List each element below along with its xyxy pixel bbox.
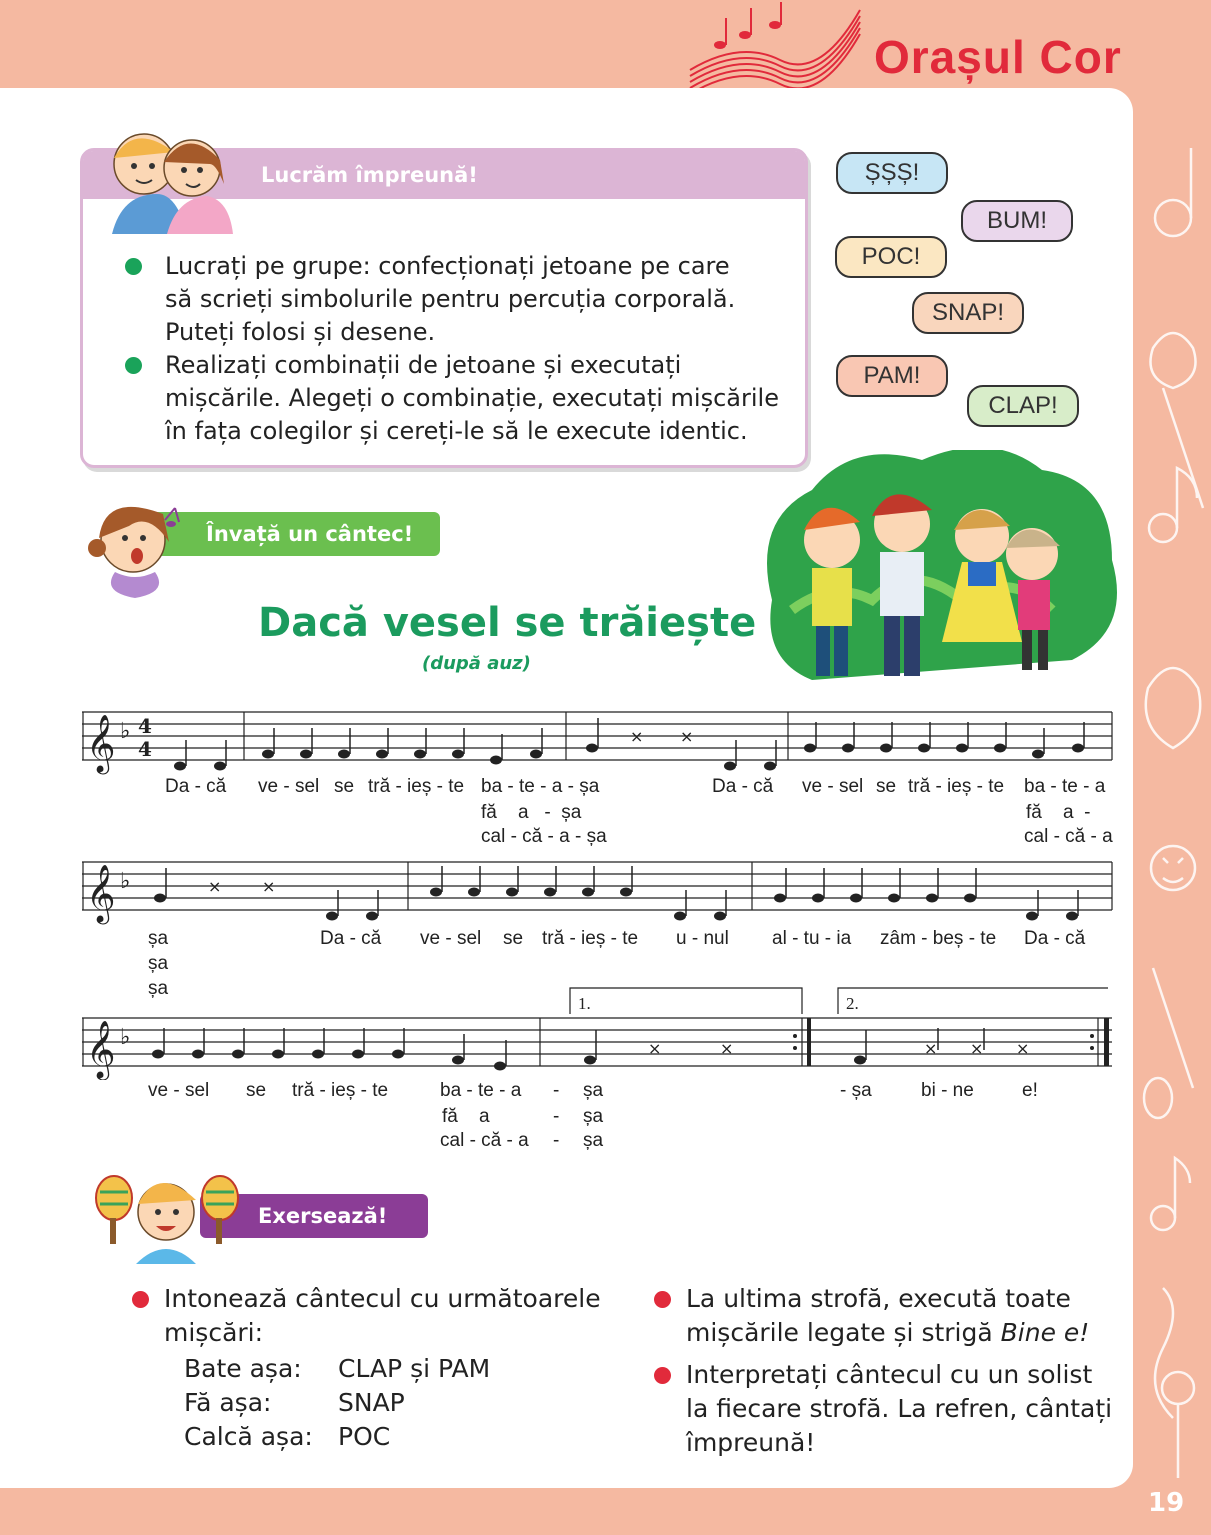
- lyric-s3-line1-h: bi - ne: [921, 1080, 974, 1101]
- singing-girl-icon: [85, 490, 195, 600]
- lyric-s1-line1-b: ve - sel: [258, 776, 320, 797]
- lyric-s3-line1-a: ve - sel: [148, 1080, 210, 1101]
- lyric-s1-line2-a: fă a - șa: [481, 802, 582, 823]
- notes: [174, 718, 1084, 771]
- song-title: Dacă vesel se trăiește: [258, 600, 757, 646]
- lyric-s1-line1-e: ba - te - a - șa: [481, 776, 600, 797]
- lyric-s1-line1-a: Da - că: [165, 776, 227, 797]
- practice-line: Interpretați cântecul cu un solist: [686, 1360, 1093, 1389]
- lyric-s3-line2-c: șa: [583, 1106, 604, 1127]
- song-subtitle: (după auz): [422, 653, 531, 674]
- practice-label: Exersează!: [258, 1204, 388, 1228]
- move-row: [184, 1420, 612, 1454]
- svg-text:×: ×: [262, 877, 276, 896]
- lyric-s3-line1-c: tră - ieș - te: [292, 1080, 389, 1101]
- svg-text:×: ×: [208, 877, 222, 896]
- bubble-sss: ȘȘȘ!: [836, 152, 948, 194]
- chapter-title: Orașul Cor: [874, 31, 1122, 83]
- practice-line: împreună!: [686, 1428, 816, 1457]
- music-doodles-icon: [1133, 88, 1211, 1488]
- bubble-poc: POC!: [835, 236, 947, 278]
- lyric-s3-line3-a: cal - că - a: [440, 1130, 529, 1151]
- svg-text:×: ×: [648, 1039, 662, 1058]
- practice-line: Intonează cântecul cu următoarele: [164, 1284, 601, 1313]
- work-together-title: Lucrăm împreună!: [261, 163, 478, 187]
- practice-line-text: mișcările legate și strigă: [686, 1318, 1001, 1347]
- bullet-dot: [132, 1291, 149, 1308]
- moves-table: [184, 1352, 612, 1454]
- learn-song-label: Învață un cântec!: [206, 522, 414, 546]
- lyric-s2-line1-f: u - nul: [676, 928, 729, 949]
- practice-line: [686, 1316, 1114, 1350]
- flat-icon: ♭: [120, 1025, 131, 1050]
- bullet-line: Realizați combinații de jetoane și executați: [165, 351, 682, 379]
- lyric-s1-line3-b: cal - că - a: [1024, 826, 1113, 847]
- move-label: Fă așa:: [184, 1388, 272, 1417]
- bullet-line: să scrieți simbolurile pentru percuția corporală.: [165, 285, 736, 313]
- svg-text:×: ×: [1016, 1039, 1030, 1058]
- lyric-s2-line1-c: ve - sel: [420, 928, 482, 949]
- work-bullet-1: [125, 250, 805, 349]
- lyric-s3-line2-a: fă a: [442, 1106, 490, 1127]
- treble-clef-icon: 𝄞: [86, 864, 116, 922]
- lyric-s3-line1-d: ba - te - a: [440, 1080, 522, 1101]
- footer-band: [0, 1488, 1211, 1535]
- lyric-s1-line3-a: cal - că - a - șa: [481, 826, 607, 847]
- bullet-line: în fața colegilor și cereți-le să le execute identic.: [165, 417, 748, 445]
- lyric-s3-line1-e: -: [553, 1080, 560, 1101]
- bullet-line: mișcările. Alegeți o combinație, executați mișcările: [165, 384, 779, 412]
- move-row: [184, 1386, 612, 1420]
- treble-clef-icon: 𝄞: [86, 1020, 116, 1078]
- lyric-s2-line1-i: Da - că: [1024, 928, 1086, 949]
- page-number: 19: [1148, 1488, 1185, 1518]
- flat-icon: ♭: [120, 869, 131, 894]
- lyric-s1-line1-h: se: [876, 776, 897, 797]
- lyric-s1-line2-b: fă a -: [1026, 802, 1091, 823]
- lyric-s2-line1-a: șa: [148, 928, 169, 949]
- move-value: CLAP și PAM: [338, 1354, 491, 1383]
- two-kids-icon: [92, 124, 242, 234]
- lyric-s2-line2: șa: [148, 953, 169, 974]
- bubble-pam: PAM!: [836, 355, 948, 397]
- move-label: Bate așa:: [184, 1354, 302, 1383]
- notes: [152, 1028, 1029, 1071]
- lyric-s2-line1-b: Da - că: [320, 928, 382, 949]
- lyric-s3-line1-f: șa: [583, 1080, 604, 1101]
- bullet-dot: [125, 258, 142, 275]
- svg-text:×: ×: [680, 727, 694, 746]
- music-staff-2: [82, 850, 1122, 930]
- lyric-s1-line1-c: se: [334, 776, 355, 797]
- time-signature-bottom: 4: [138, 737, 152, 761]
- bullet-dot: [125, 357, 142, 374]
- practice-line: la fiecare strofă. La refren, cântați: [686, 1394, 1113, 1423]
- svg-text:×: ×: [630, 727, 644, 746]
- treble-clef-icon: 𝄞: [86, 714, 116, 772]
- lyric-s2-line1-g: al - tu - ia: [772, 928, 852, 949]
- music-staff-1: [82, 700, 1122, 780]
- volta-2-label: 2.: [846, 994, 859, 1013]
- bubble-clap: CLAP!: [967, 385, 1079, 427]
- bullet-dot: [654, 1291, 671, 1308]
- lyric-s1-line1-j: ba - te - a: [1024, 776, 1106, 797]
- boy-with-maracas-icon: [86, 1168, 246, 1268]
- practice-item-1: [132, 1282, 612, 1350]
- lyric-s1-line1-i: tră - ieș - te: [908, 776, 1005, 797]
- practice-line: mișcări:: [164, 1318, 264, 1347]
- time-signature-top: 4: [138, 714, 152, 738]
- practice-item-2: [654, 1282, 1114, 1350]
- decorative-side-strip: [1133, 88, 1211, 1488]
- lyric-s2-line1-e: tră - ieș - te: [542, 928, 639, 949]
- children-in-garden-illustration: [762, 450, 1117, 690]
- svg-text:×: ×: [924, 1039, 938, 1058]
- lyric-s2-line3: șa: [148, 978, 169, 999]
- practice-left-column: [132, 1282, 612, 1454]
- lyric-s2-line1-d: se: [503, 928, 524, 949]
- lyric-s1-line1-d: tră - ieș - te: [368, 776, 465, 797]
- lyric-s3-line1-g: - șa: [840, 1080, 872, 1101]
- practice-right-column: [654, 1282, 1114, 1460]
- bubble-snap: SNAP!: [912, 292, 1024, 334]
- volta-1-label: 1.: [578, 994, 591, 1013]
- bullet-line: Lucrați pe grupe: confecționați jetoane pe care: [165, 252, 730, 280]
- work-bullet-2: [125, 349, 805, 448]
- lyric-s2-line1-h: zâm - beș - te: [880, 928, 997, 949]
- svg-text:×: ×: [970, 1039, 984, 1058]
- work-together-bullets: [125, 250, 805, 448]
- lyric-s3-line2-b: -: [553, 1106, 560, 1127]
- lyric-s3-line1-i: e!: [1022, 1080, 1038, 1101]
- flat-icon: ♭: [120, 719, 131, 744]
- music-staff-3: [82, 984, 1122, 1080]
- bullet-line: Puteți folosi și desene.: [165, 318, 436, 346]
- bubble-bum: BUM!: [961, 200, 1073, 242]
- bullet-dot: [654, 1367, 671, 1384]
- practice-line: La ultima strofă, execută toate: [686, 1284, 1071, 1313]
- lyric-s3-line3-b: -: [553, 1130, 560, 1151]
- lyric-s1-line1-f: Da - că: [712, 776, 774, 797]
- move-value: SNAP: [338, 1388, 405, 1417]
- practice-emphasis: Bine e!: [1000, 1318, 1090, 1347]
- lyric-s3-line3-c: șa: [583, 1130, 604, 1151]
- move-row: [184, 1352, 612, 1386]
- lyric-s1-line1-g: ve - sel: [802, 776, 864, 797]
- svg-text:×: ×: [720, 1039, 734, 1058]
- lyric-s3-line1-b: se: [246, 1080, 267, 1101]
- move-value: POC: [338, 1422, 391, 1451]
- practice-item-3: [654, 1358, 1114, 1460]
- move-label: Calcă așa:: [184, 1422, 313, 1451]
